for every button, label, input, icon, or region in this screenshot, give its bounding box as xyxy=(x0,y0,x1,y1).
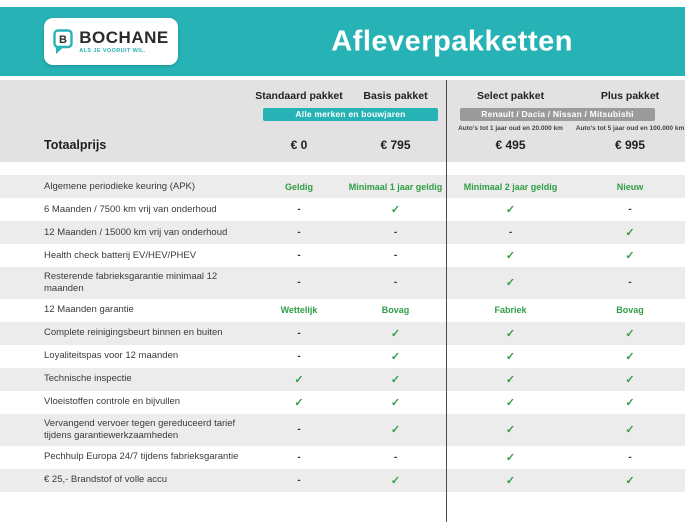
table-row xyxy=(0,368,685,391)
column-header-standaard: Standaard pakket xyxy=(255,89,343,102)
page-title: Afleverpakketten xyxy=(331,25,573,57)
value-text: Geldig xyxy=(284,181,313,192)
logo-name: BOCHANE xyxy=(79,28,169,47)
table-row xyxy=(0,446,685,469)
total-price-basis: € 795 xyxy=(380,137,411,152)
badge-brand-list: Renault / Dacia / Nissan / Mitsubishi xyxy=(460,108,655,121)
check-icon: ✓ xyxy=(294,373,304,386)
dash-mark: - xyxy=(393,227,398,238)
check-icon: ✓ xyxy=(625,424,635,437)
check-icon: ✓ xyxy=(390,396,401,409)
check-icon: ✓ xyxy=(625,227,635,239)
check-icon: ✓ xyxy=(625,350,635,363)
page xyxy=(0,7,685,522)
column-header-plus: Plus pakket xyxy=(600,89,660,102)
dash-mark: - xyxy=(297,424,301,436)
check-icon: ✓ xyxy=(505,327,516,340)
table-row xyxy=(0,175,685,198)
row-label: 6 Maanden / 7500 km vrij van onderhoud xyxy=(44,203,217,215)
dash-mark: - xyxy=(628,277,632,289)
check-icon: ✓ xyxy=(625,396,635,409)
row-label: Algemene periodieke keuring (APK) xyxy=(44,180,196,192)
dash-mark: - xyxy=(297,250,301,261)
badge-all-brands: Alle merken en bouwjaren xyxy=(263,108,438,121)
check-icon: ✓ xyxy=(505,204,516,216)
row-label: Resterende fabrieksgarantie minimaal 12 maanden xyxy=(44,271,218,294)
check-icon: ✓ xyxy=(625,373,635,386)
dash-mark: - xyxy=(393,250,398,261)
dash-mark: - xyxy=(297,204,301,215)
subtitle-plus: Auto's tot 5 jaar oud en 100.000 km xyxy=(575,124,685,132)
table-body xyxy=(0,175,685,492)
check-icon: ✓ xyxy=(505,277,516,290)
table-row xyxy=(0,414,685,446)
row-label: Loyaliteitspas voor 12 maanden xyxy=(44,350,179,362)
value-text: Bovag xyxy=(616,305,644,316)
check-icon: ✓ xyxy=(625,250,635,262)
check-icon: ✓ xyxy=(390,424,401,437)
dash-mark: - xyxy=(508,227,513,238)
bochane-logo-icon xyxy=(53,29,73,55)
column-header-select: Select pakket xyxy=(476,89,545,102)
total-price-label: Totaalprijs xyxy=(44,137,107,152)
subtitle-select: Auto's tot 1 jaar oud en 20.000 km xyxy=(458,124,563,132)
check-icon: ✓ xyxy=(390,474,401,487)
total-price-row xyxy=(0,134,685,155)
total-price-plus: € 995 xyxy=(614,137,646,152)
check-icon: ✓ xyxy=(505,250,516,262)
subtitles-row xyxy=(0,122,685,134)
table-row xyxy=(0,221,685,244)
dash-mark: - xyxy=(297,451,301,463)
check-icon: ✓ xyxy=(390,350,401,363)
value-text: Fabriek xyxy=(494,305,527,316)
logo-tagline: ALS JE VOORUIT WIL. xyxy=(79,48,146,54)
table-row xyxy=(0,244,685,267)
table-header xyxy=(0,80,685,162)
table-row xyxy=(0,469,685,492)
row-label: Vloeistoffen controle en bijvullen xyxy=(44,396,181,408)
dash-mark: - xyxy=(297,474,301,486)
dash-mark: - xyxy=(297,277,301,289)
check-icon: ✓ xyxy=(505,424,516,437)
row-label: Complete reinigingsbeurt binnen en buiten xyxy=(44,327,223,339)
dash-mark: - xyxy=(628,451,632,463)
check-icon: ✓ xyxy=(505,396,516,409)
dash-mark: - xyxy=(393,277,398,289)
value-text: Bovag xyxy=(381,305,410,316)
dash-mark: - xyxy=(393,451,398,463)
row-label: Pechhulp Europa 24/7 tijdens fabrieksgarantie xyxy=(44,451,239,463)
table-row xyxy=(0,322,685,345)
check-icon: ✓ xyxy=(390,373,401,386)
check-icon: ✓ xyxy=(390,327,401,340)
dash-mark: - xyxy=(297,327,301,339)
table-row xyxy=(0,198,685,221)
check-icon: ✓ xyxy=(505,373,516,386)
check-icon: ✓ xyxy=(625,474,635,487)
row-label: 12 Maanden garantie xyxy=(44,304,134,316)
value-text: Minimaal 1 jaar geldig xyxy=(348,181,443,192)
package-comparison-table xyxy=(0,80,685,522)
bochane-logo xyxy=(44,18,178,65)
table-row xyxy=(0,299,685,322)
check-icon: ✓ xyxy=(625,327,635,340)
check-icon: ✓ xyxy=(390,204,401,216)
column-header-basis: Basis pakket xyxy=(363,89,428,102)
svg-text:B: B xyxy=(59,33,68,46)
value-text: Minimaal 2 jaar geldig xyxy=(463,181,558,192)
total-price-select: € 495 xyxy=(495,137,526,152)
header-banner xyxy=(0,7,685,76)
dash-mark: - xyxy=(297,350,301,362)
row-label: € 25,- Brandstof of volle accu xyxy=(44,474,168,486)
total-price-standaard: € 0 xyxy=(290,137,308,152)
row-label: 12 Maanden / 15000 km vrij van onderhoud xyxy=(44,226,228,238)
table-row xyxy=(0,267,685,299)
check-icon: ✓ xyxy=(505,350,516,363)
table-row xyxy=(0,345,685,368)
row-label: Technische inspectie xyxy=(44,373,132,385)
check-icon: ✓ xyxy=(505,474,516,487)
row-label: Health check batterij EV/HEV/PHEV xyxy=(44,249,197,261)
value-text: Wettelijk xyxy=(280,305,318,316)
dash-mark: - xyxy=(297,227,301,238)
dash-mark: - xyxy=(628,204,632,215)
column-names-row xyxy=(0,85,685,106)
check-icon: ✓ xyxy=(294,396,304,409)
badges-row xyxy=(0,106,685,122)
column-divider xyxy=(446,80,447,522)
check-icon: ✓ xyxy=(505,451,516,464)
table-row xyxy=(0,391,685,414)
logo-text xyxy=(79,29,168,54)
value-text: Nieuw xyxy=(616,181,644,192)
row-label: Vervangend vervoer tegen gereduceerd tarief tijdens garantiewerkzaamheden xyxy=(44,417,236,441)
